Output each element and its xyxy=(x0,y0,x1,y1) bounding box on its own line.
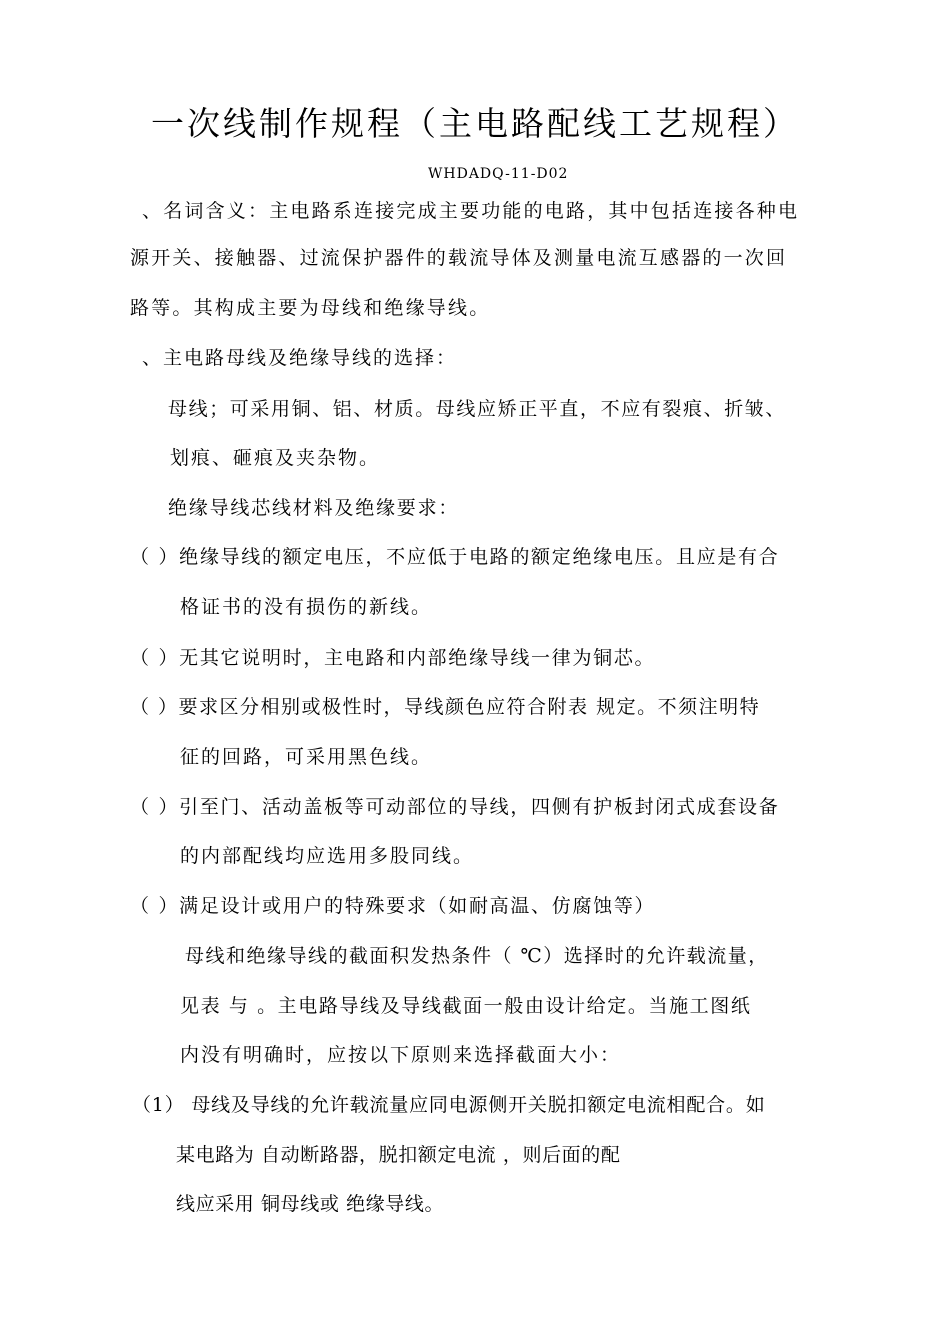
paragraph-line: 、名词含义：主电路系连接完成主要功能的电路，其中包括连接各种电 xyxy=(142,200,800,222)
paragraph-line: 见表 与 。主电路导线及导线截面一般由设计给定。当施工图纸 xyxy=(180,995,752,1017)
list-item-continued: 征的回路，可采用黑色线。 xyxy=(180,746,433,768)
paragraph-line: 内没有明确时，应按以下原则来选择截面大小： xyxy=(180,1044,622,1066)
list-item: （ ）无其它说明时，主电路和内部绝缘导线一律为铜芯。 xyxy=(130,647,656,669)
paragraph-line: 源开关、接触器、过流保护器件的载流导体及测量电流互感器的一次回 xyxy=(130,247,788,269)
numbered-item: （1） 母线及导线的允许载流量应同电源侧开关脱扣额定电流相配合。如 xyxy=(132,1094,766,1116)
paragraph-line: 母线和绝缘导线的截面积发热条件（ ℃）选择时的允许载流量， xyxy=(185,945,769,967)
list-item: （ ）引至门、活动盖板等可动部位的导线，四侧有护板封闭式成套设备 xyxy=(130,796,780,818)
numbered-item-continued: 线应采用 铜母线或 绝缘导线。 xyxy=(176,1193,445,1215)
list-item-continued: 格证书的没有损伤的新线。 xyxy=(180,596,433,618)
paragraph-line: 划痕、砸痕及夹杂物。 xyxy=(170,447,381,469)
section-heading: 、主电路母线及绝缘导线的选择： xyxy=(142,347,458,369)
list-item: （ ）绝缘导线的额定电压，不应低于电路的额定绝缘电压。且应是有合 xyxy=(130,546,780,568)
numbered-item-continued: 某电路为 自动断路器，脱扣额定电流 ，则后面的配 xyxy=(176,1144,621,1166)
document-code: WHDADQ-11-D02 xyxy=(428,166,569,182)
paragraph-line: 母线；可采用铜、铝、材质。母线应矫正平直，不应有裂痕、折皱、 xyxy=(168,398,787,420)
list-item: （ ）满足设计或用户的特殊要求（如耐高温、仿腐蚀等） xyxy=(130,895,656,917)
page-title: 一次线制作规程（主电路配线工艺规程） xyxy=(151,104,799,143)
list-item-continued: 的内部配线均应选用多股同线。 xyxy=(180,845,475,867)
subsection-heading: 绝缘导线芯线材料及绝缘要求： xyxy=(168,497,460,519)
list-item: （ ）要求区分相别或极性时，导线颜色应符合附表 规定。不须注明特 xyxy=(130,696,761,718)
paragraph-line: 路等。其构成主要为母线和绝缘导线。 xyxy=(130,297,491,319)
